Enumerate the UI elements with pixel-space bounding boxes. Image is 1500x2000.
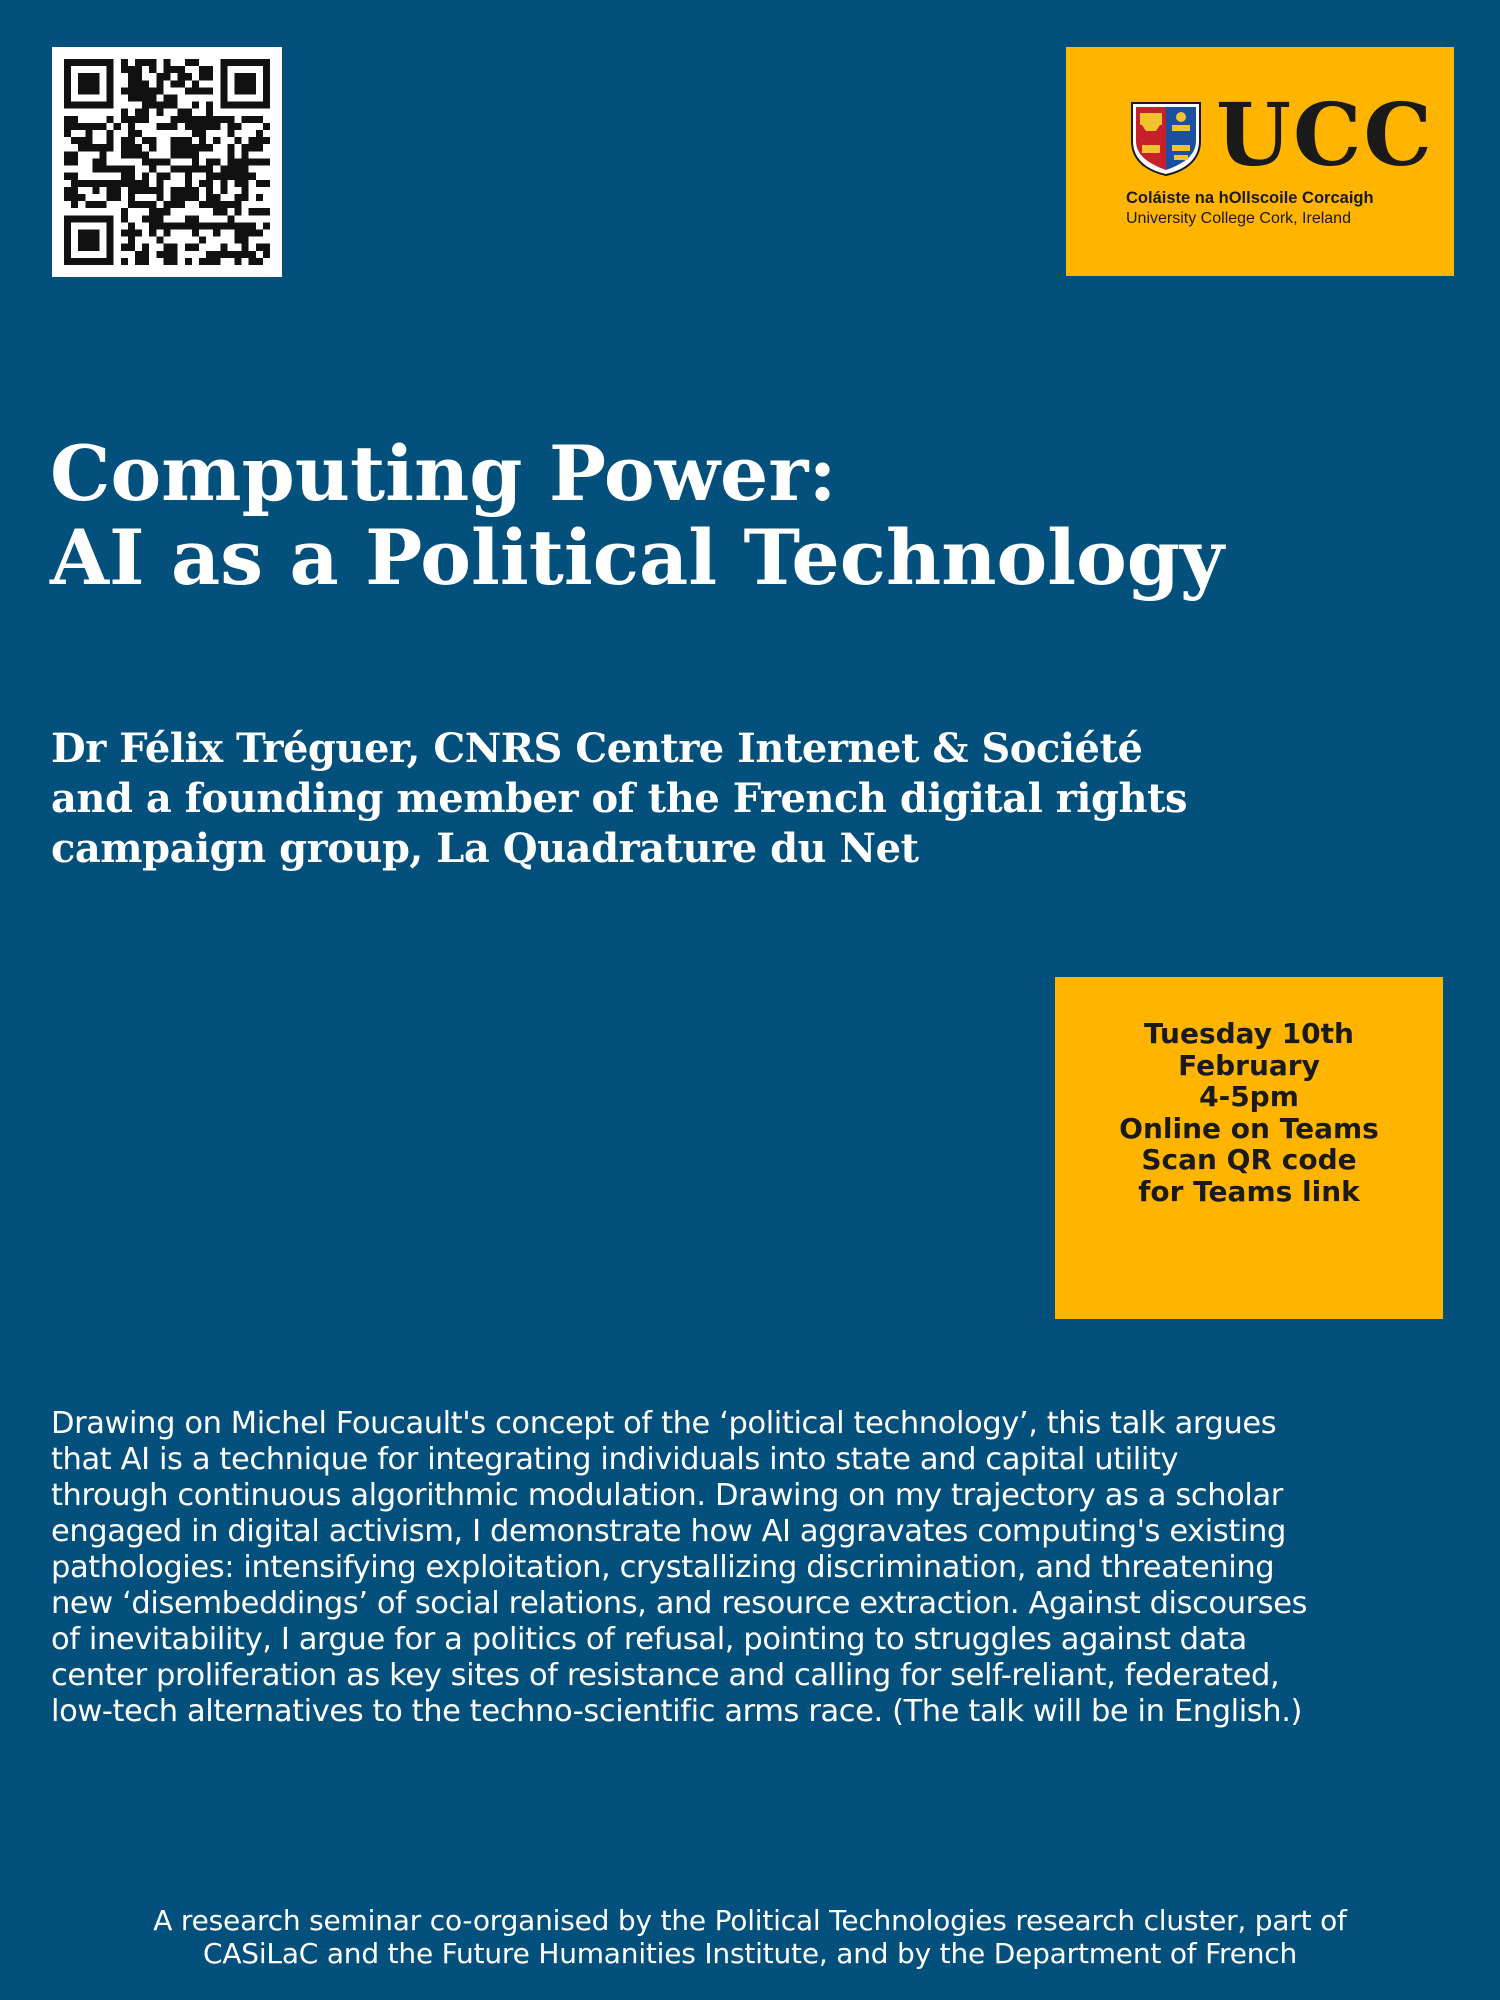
speaker-info xyxy=(51,724,1451,874)
event-date xyxy=(1055,1018,1443,1082)
abstract-line: that AI is a technique for integrating individuals into state and capital utility xyxy=(51,1442,1179,1477)
abstract-line: Drawing on Michel Foucault's concept of the ‘political technology’, this talk argues xyxy=(51,1406,1277,1441)
ucc-crest-icon xyxy=(1126,97,1206,177)
abstract-line: low-tech alternatives to the techno-scientific arms race. (The talk will be in English.) xyxy=(51,1694,1302,1729)
speaker-line-2: and a founding member of the French digital rights xyxy=(51,775,1188,822)
logo-irish-name: Coláiste na hOllscoile Corcaigh xyxy=(1126,189,1374,207)
title-line-2: AI as a Political Technology xyxy=(50,513,1225,602)
abstract-line: pathologies: intensifying exploitation, crystallizing discrimination, and threatening xyxy=(51,1550,1275,1585)
scan-line-2: for Teams link xyxy=(1138,1175,1360,1208)
ucc-wordmark: UCC xyxy=(1216,85,1434,186)
event-scan-note xyxy=(1055,1144,1443,1208)
abstract-line: center proliferation as key sites of resistance and calling for self-reliant, federated, xyxy=(51,1658,1280,1693)
event-details-box xyxy=(1055,977,1443,1319)
event-date-line-2: February xyxy=(1178,1049,1320,1082)
page-title xyxy=(50,429,1430,602)
abstract-line: through continuous algorithmic modulation. Drawing on my trajectory as a scholar xyxy=(51,1478,1283,1513)
event-location: Online on Teams xyxy=(1119,1112,1379,1145)
abstract-line: of inevitability, I argue for a politics of refusal, pointing to struggles against data xyxy=(51,1622,1247,1657)
abstract-line: engaged in digital activism, I demonstrate how AI aggravates computing's existing xyxy=(51,1514,1286,1549)
event-date-line-1: Tuesday 10th xyxy=(1144,1017,1354,1050)
event-time-location xyxy=(1055,1081,1443,1145)
footer-line-2: CASiLaC and the Future Humanities Institute, and by the Department of French xyxy=(202,1937,1298,1970)
scan-line-1: Scan QR code xyxy=(1141,1143,1357,1176)
title-line-1: Computing Power: xyxy=(50,429,837,518)
ucc-logo xyxy=(1066,47,1454,276)
speaker-line-1: Dr Félix Tréguer, CNRS Centre Internet & Société xyxy=(51,725,1143,772)
qr-code[interactable] xyxy=(52,47,282,277)
speaker-line-3: campaign group, La Quadrature du Net xyxy=(51,825,919,872)
footer-credits xyxy=(0,1904,1500,1970)
talk-abstract xyxy=(51,1406,1461,1730)
logo-english-name: University College Cork, Ireland xyxy=(1126,210,1351,227)
event-time: 4-5pm xyxy=(1199,1080,1299,1113)
qr-code-icon xyxy=(64,59,270,265)
footer-line-1: A research seminar co-organised by the Political Technologies research cluster, part of xyxy=(153,1904,1347,1937)
abstract-line: new ‘disembeddings’ of social relations, and resource extraction. Against discourses xyxy=(51,1586,1308,1621)
